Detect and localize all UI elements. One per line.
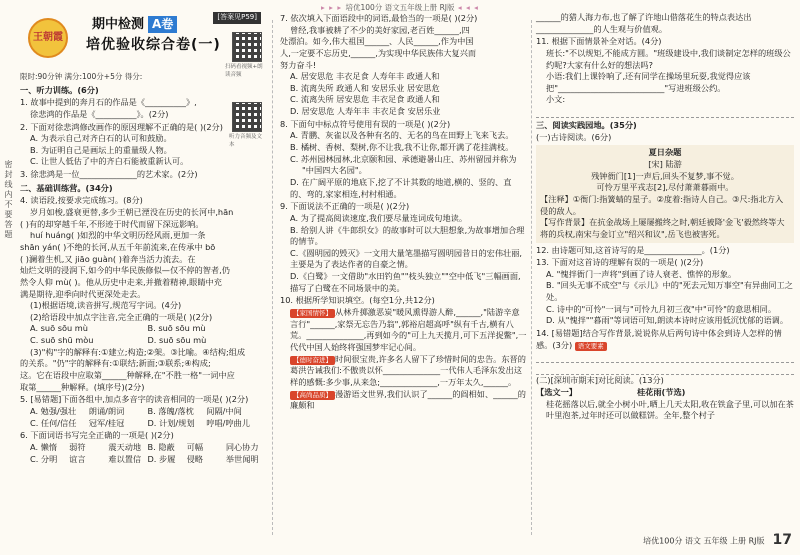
option: 弱符	[69, 441, 86, 452]
question-1: 1. 故事中提到的奔月石的作品是《__________》,	[20, 97, 197, 108]
question-13: 13. 下面对这首诗的理解有误的一项是( )(2分)	[536, 257, 704, 268]
option: B. "回头无事不成空"与《示儿》中的"死去元知万事空"有异曲同工之处。	[546, 280, 793, 303]
page-number: 17	[772, 532, 792, 549]
option: D. 在广阔平原的地底下,挖了不计其数的地道,横的、竖的、直的、弯的,家家相连,村村相通。	[290, 176, 512, 199]
option: C. 诗中的"可怜"一词与"可怜九月初三夜"中"可怜"的意思相同。	[546, 303, 777, 314]
passage-line: 曾经,我事被耕了不少的美好家园,老百姓______,四	[290, 24, 470, 35]
option: B. 给别人讲《牛郎织女》的故事时可以大胆想象,为故事增加合理的情节。	[290, 224, 525, 247]
column-divider	[272, 20, 273, 535]
option: C. 流离失所 居安思危 丰衣足食 政通人和	[290, 94, 440, 105]
brand-logo: 王朝霞	[28, 18, 68, 58]
selection-heading: 【选文一】 桂花雨(节选)	[536, 386, 686, 397]
option: A. 居安思危 丰衣足食 人寿年丰 政通人和	[290, 71, 440, 82]
passage-line: 人,一定要不忘历史,______,为实现中华民族伟大复兴而	[280, 47, 477, 58]
subquestion: (3)"构"字的解释有:①建立;构造;②架。③比喻。④结构;组成	[30, 346, 246, 357]
question-4: 4. 读语段,按要求完成练习。(8分)	[20, 195, 143, 206]
option: B. 橘树、香树、梨树,你不让我,我不让你,都开满了花挂满枝。	[290, 142, 514, 153]
option: A. "愧拌衙门一声将"到画了诗人衰老、憔悴的形象。	[546, 268, 737, 279]
passage-line: 岁月如梭,盛衰更替,多少王朝已湮没在历史的长河中,hān	[30, 207, 234, 218]
option: 难以置信	[108, 453, 142, 464]
qr-caption: 扫码看视频+朗读音频	[225, 64, 263, 78]
section-heading: 三、阅读实践园地。(35分)	[536, 120, 637, 131]
category-tag: 【德时奋进】	[290, 356, 335, 365]
poem-box	[536, 145, 794, 242]
option: 可幅	[186, 441, 204, 452]
title-tag: A卷	[148, 16, 177, 33]
exam-subtitle: 培优验收综合卷(一)	[86, 37, 221, 53]
seal-line-note: 密封线内不要答题	[4, 160, 13, 240]
passage-line: 然令人仰 mù( )。他从历史中走来,并撤着精神,眼睛中充	[20, 276, 222, 287]
footer-text: 培优100分 语文 五年级 上册 RJ版	[643, 536, 765, 546]
subquestion-cont: 取第______种解释。(填序号)(2分)	[20, 381, 145, 392]
question-12: 12. 由诗题可知,这首诗写的是______________。(1分)	[536, 244, 730, 255]
dialogue-line: 小文:	[546, 94, 566, 105]
options-grid	[20, 406, 265, 429]
options-grid	[20, 323, 265, 346]
option: D. 从"愧拌""暮雨"等词语可知,朗读本诗时应该用低沉忧郁的语调。	[546, 315, 789, 326]
qr-code-icon[interactable]	[232, 32, 262, 62]
passage-line: 满是期待,迎季向时代更深处走去。	[20, 288, 146, 299]
passage-line: 灿烂文明的浸润下,如今的中华民族修似—仅不停的智者,仍	[20, 265, 230, 276]
option: D. 计划/规划	[147, 417, 195, 428]
question-5: 5. [易错题]下面各组中,加点多音字的读音相同的一项是( )(2分)	[20, 394, 249, 405]
fill-item: 【高尚品质】 漫游语文世界,我们认识了______的阎相如、______的廉颇和	[290, 388, 526, 411]
fill-item-cont: ______的猎人海力布,也了解了许地山借落花生的特点表达出______________的人生观与价值观。	[536, 12, 752, 34]
option: 冠军/桂冠	[88, 417, 125, 428]
subsection-heading: (二)[深圳市期末]对比阅读。(13分)	[536, 375, 664, 386]
column-3	[536, 12, 794, 547]
qr-caption: 听力音频及文本	[229, 134, 263, 148]
option: 间隔/中间	[206, 405, 242, 416]
page-footer	[643, 531, 792, 551]
passage-line: 努力奋斗!	[280, 59, 317, 70]
question-1-cont: 徐悲鸿的作品是《__________》。(2分)	[30, 108, 169, 119]
option: A. suō sōu mù	[30, 323, 88, 334]
column-2	[280, 12, 527, 547]
section-heading: 一、听力训练。(6分)	[20, 84, 99, 95]
dialogue-line: 小语:我们上课铃响了,还有同学在操场里玩耍,我觉得应该把"__________________________"写进班级公约。	[546, 71, 751, 93]
answer-badge: [答案见P59]	[213, 12, 261, 24]
section-heading: 二、基础训练营。(34分)	[20, 182, 113, 193]
option-cont: "中国四大名园"。	[302, 165, 367, 176]
exam-meta: 限时:90分钟 满分:100分+5分 得分:	[20, 72, 143, 81]
option: C.《圆明园的毁灭》一文用大量笔墨描写圆明园昔日的宏伟壮丽,主要是为了表达作者的自豪之情。	[290, 247, 522, 270]
option: C. 让世人低估了中的齐白石能被重新认可。	[30, 156, 189, 167]
passage-line: 处漂泊。如今,伟大祖国______、人民______,作为中国	[280, 36, 474, 47]
top-banner: ▸ ▸ ▸ 培优100分 语文五年级上册 RJ版 ◂ ◂ ◂	[321, 3, 479, 12]
question-3: 3. 徐悲鸿是一位______________的艺术家。(2分)	[20, 169, 198, 180]
option: D. suō sōu mù	[147, 335, 207, 346]
selection-text: 桂花摇落以后,就全小树小叶,晒上几天太阳,收在铁盒子里,可以加在茶叶里泡茶,过年时还可以做糕饼。全年,整个村子	[546, 398, 794, 421]
option: 哼唱/哼曲儿	[206, 417, 250, 428]
category-tag: 【家国情怀】	[290, 309, 335, 318]
question-7: 7. 依次填入下面语段中的词语,最恰当的一项是( )(2分)	[280, 13, 478, 23]
column-divider	[531, 20, 532, 535]
option: C. 任何/信任	[30, 417, 77, 428]
question-14: 14. [易错题]结合写作背景,说说你从后两句诗中体会到诗人怎样的情感。(3分) 语文要素	[536, 328, 782, 350]
poem-line: 可怜万里平戎志[2],尽付萧萧暮雨中。	[596, 182, 734, 193]
question-10: 10. 根据所学知识填空。(每空1分,共12分)	[280, 295, 435, 306]
top-banner-text: 培优100分 语文五年级上册 RJ版	[345, 3, 455, 12]
poem-author: [宋] 陆游	[648, 159, 682, 170]
column-1	[20, 12, 265, 547]
option: A. 勉强/强壮	[30, 405, 77, 416]
option: C. suō shū mòu	[30, 335, 94, 346]
option: D.《白鹭》一文借助"水田钓鱼""枝头独立""空中低飞"三幅画面,描写了白鹭在不同场景中的美。	[290, 271, 521, 293]
subquestion: (2)给语段中加点字注音,完全正确的一项是( )(2分)	[30, 311, 213, 322]
subquestion-cont: 的关系。"仍"字的解释有:①联结;新面;③联系;④构成;	[20, 358, 211, 369]
dialogue-line: 班长:"不以规矩,不能成方圆。"班级建设中,我们谈制定怎样的班级公约呢?大家有什么好的想法吗?	[546, 47, 791, 70]
poem-line: 残钟衙门[1]一声后,回头不复梦,事不觉。	[591, 170, 739, 181]
option: 举世闻明	[225, 453, 259, 464]
subquestion-cont: 这。它在语段中应取第______种解释,在"不胜一格"一词中应	[20, 370, 235, 381]
passage-line: shān yán( )不绝的长河,从五千年前流来,在传承中 bō	[20, 241, 216, 252]
option: 震天动地	[108, 441, 142, 452]
subquestion: (1)根据语境,读音拼写,规范写字词。(4分)	[30, 300, 182, 311]
option: A. 青鹏、灰雀以及各种有名的、无名的鸟在田野上飞来飞去。	[290, 130, 514, 141]
option: B. suō sōu mù	[147, 323, 206, 334]
option: B. 流离失所 政通人和 安居乐业 居安思危	[290, 82, 440, 93]
question-9: 9. 下面说法不正确的一项是( )(2分)	[280, 201, 410, 212]
option: D. 步履	[147, 453, 176, 464]
passage-line: ( )有的却穿越千年,不形迹于时代而留下深远影响。	[20, 218, 204, 229]
option: B. 隐蔽	[147, 441, 175, 452]
option: D. 居安思危 人寿年丰 丰衣足食 安居乐业	[290, 106, 441, 117]
answer-line[interactable]	[536, 351, 794, 363]
fill-item: 【家国情怀】 从林升掷激恶炭"暖风熏得游人醉,______,"陆游辛意言行"______,家祭无忘告乃翁",郭裕启超高呼"纵有千古,横有八荒。______________,再到如今的"可上九天揽月,可下五洋捉鳖",一代代中国人始终将强国梦牢记心间。	[290, 307, 527, 352]
option: 同心协力	[225, 441, 259, 452]
exam-title: 期中检测 A卷	[92, 16, 177, 34]
option: A. 懒惰	[30, 441, 58, 452]
question-8: 8. 下面句中标点符号使用有误的一项是( )(2分)	[280, 118, 451, 129]
category-tag: 【高尚品质】	[290, 391, 335, 400]
skill-tag: 语文要素	[575, 342, 607, 351]
option: C. 苏州园林园林,北京颐和园、承德避暑山庄、苏州留园并称为	[290, 153, 517, 164]
option: B. 为证明自己是画坛上的重量级人物。	[30, 144, 172, 155]
fill-item: 【德时奋进】 时间很宝贵,许多名人留下了珍惜时间的忠告。东晋的葛洪告诫我们:不傲贵以怀______________一代伟人毛泽东发出这样的感慨:多少事,从来急;______________,一万年太久,______。	[290, 353, 526, 387]
passage-line: huí huáng( )如烈的中华文明历经风雨,更加一条	[30, 230, 206, 241]
option: B. 落魄/落枕	[147, 405, 194, 416]
answer-line[interactable]	[536, 363, 794, 375]
option: C. 分明	[30, 453, 58, 464]
subsection-heading: (一)古诗阅读。(6分)	[536, 131, 612, 142]
audio-qr-code-icon[interactable]	[232, 102, 262, 132]
option: A. 为表示自己对齐白石的认可和鼓励。	[30, 133, 172, 144]
passage-line: ( )澜着生机,又 jiāo guàn( )着奔当活力流去。在	[20, 253, 196, 264]
question-11: 11. 根据下面情景补全对话。(4分)	[536, 36, 662, 47]
question-2: 2. 下面对徐悲鸿修改画作的原因理解不正确的是( )(2分)	[20, 121, 223, 132]
options-grid	[20, 442, 265, 465]
option: 朗诵/朗词	[88, 405, 125, 416]
exam-header	[20, 12, 265, 76]
poem-title: 夏日杂题	[648, 147, 682, 158]
option: 谊言	[69, 453, 86, 464]
question-6: 6. 下面词语书写完全正确的一项是( )(2分)	[20, 430, 174, 441]
option: 侵略	[186, 453, 204, 464]
option: A. 为了提高阅读速度,我们要尽量连词成句地读。	[290, 212, 468, 223]
poem-notes: 【注释】①衙门:指簧蜻的星子。②度着:指诗人自己。③尺:指北方入侵的敌人。	[540, 193, 784, 216]
answer-line[interactable]	[536, 106, 794, 118]
poem-background: 【写作背景】在抗金战场上屡屡搬终之时,朝廷被降'金飞'毅然终等大将的兵权,南宋与金订立"绍兴和议",岳飞也被害死。	[540, 217, 785, 239]
